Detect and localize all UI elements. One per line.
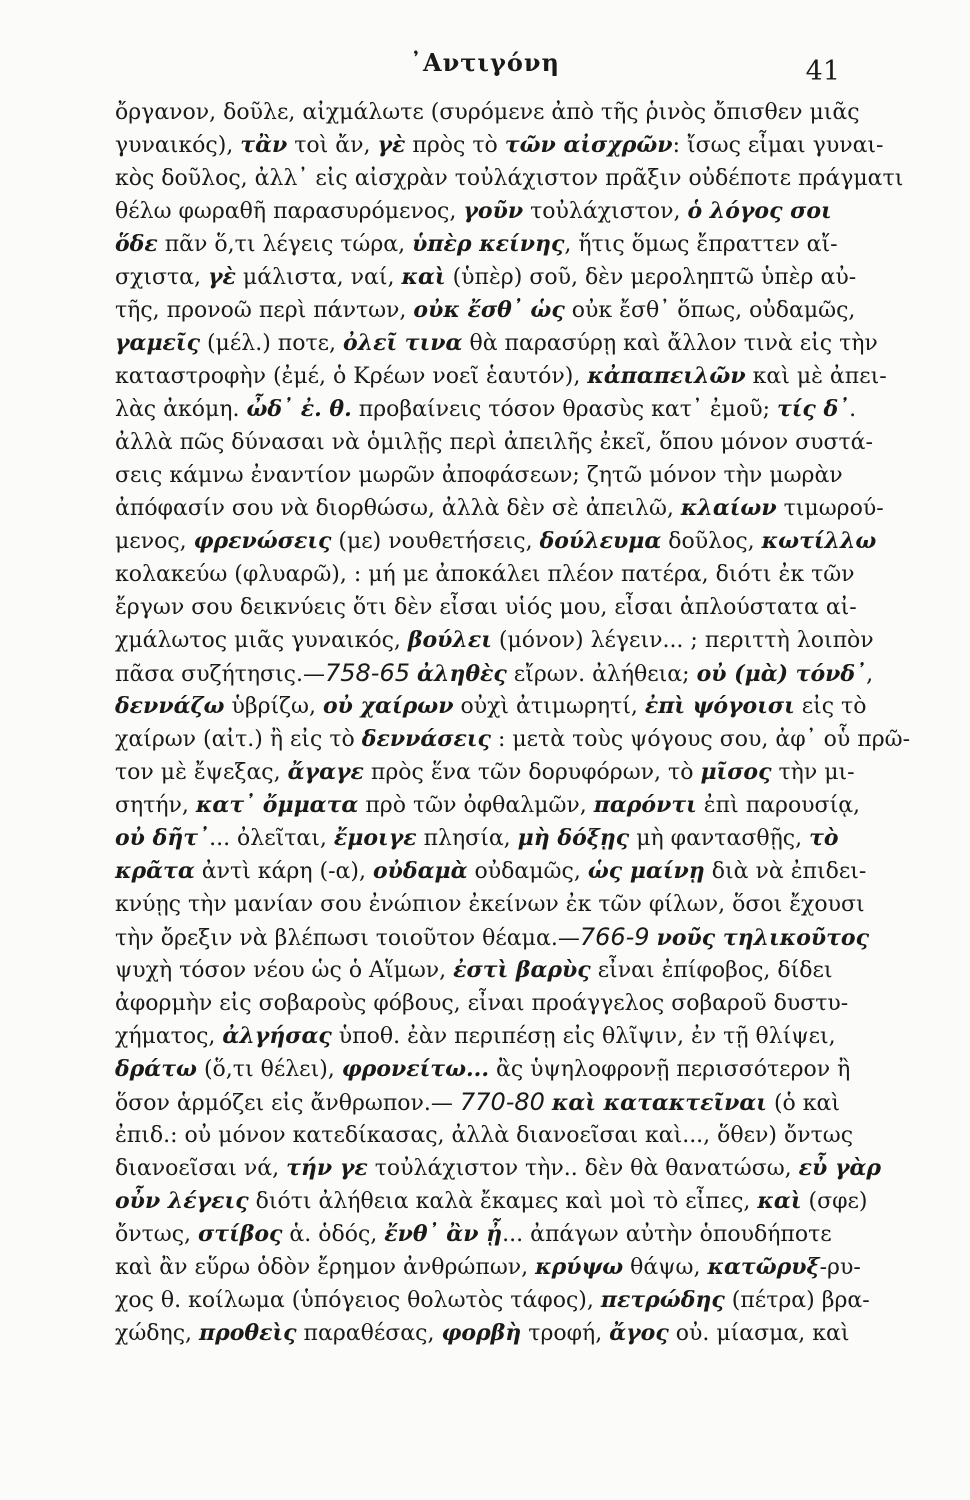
text-line [115,690,867,723]
lemma: καὶ [757,1188,802,1214]
gloss-text: πᾶν ὅ,τι λέγεις τώρα, [157,232,413,257]
gloss-text: ὑποθ. ἐὰν περιπέσῃ εἰς θλῖψιν, ἐν τῇ θλίψει, [331,1024,836,1049]
gloss-text: ἐπιδ.: οὐ μόνον κατεδίκασας, ἀλλὰ διανοεῖσαι καὶ..., ὅθεν) ὄντως [115,1123,854,1148]
gloss-text: ... ὀλεῖται, [209,826,334,851]
text-line [115,624,874,657]
gloss-text: , [866,662,874,687]
gloss-text: τὴν μι- [771,760,855,785]
text-line [115,789,861,822]
lemma: γαμεῖς [115,330,200,356]
lemma: βούλει [407,627,492,653]
gloss-text: (ὁ καὶ [766,1091,840,1116]
gloss-text: (αἰτ.) ἢ εἰς τὸ [196,727,362,752]
gloss-text: ὅσον ἁρμόζει εἰς ἄνθρωπον.— [115,1091,460,1116]
lemma: φρενώσεις [193,528,332,554]
gloss-text: χώδης, [115,1321,200,1346]
lemma: φορβὴ [441,1320,522,1346]
lemma: ὁ λόγος σοι [687,198,832,224]
commentary-text [115,96,911,1350]
verse-range: 770-80 [459,1088,545,1116]
text-line [115,327,878,360]
gloss-text [650,926,657,951]
gloss-text: τῆς, προνοῶ περὶ πάντων, [115,298,414,323]
lemma: δράτω [115,1056,197,1082]
gloss-text: (σφε) [801,1189,868,1214]
gloss-text: γυναικός), [115,133,241,158]
text-line [115,756,855,789]
lemma: τήν γε [286,1155,368,1181]
gloss-text: καταστροφὴν (ἐμέ, ὁ Κρέων νοεῖ ἑαυτόν), [115,364,588,389]
gloss-text: σχιστα, [115,265,209,290]
gloss-text: (μόνον) λέγειν... ; περιττὴ λοιπὸν [491,628,874,653]
text-line [115,1053,851,1086]
gloss-text: θέλω φωραθῆ παρασυρόμενος, [115,199,464,224]
lemma: προθεὶς [199,1320,297,1346]
text-line [115,360,887,393]
gloss-text: διότι ἀλήθεια καλὰ ἔκαμες καὶ μοὶ τὸ εἶπες, [248,1189,758,1214]
gloss-text: τὴν ὄρεξιν νὰ βλέπωσι τοιοῦτον θέαμα.— [115,926,580,951]
text-line [115,987,849,1020]
lemma: οὐδαμὰ [372,858,468,884]
lemma: δεννάσεις [361,726,491,752]
gloss-text: θάψω, [623,1255,708,1280]
lemma: ὡς μαίνῃ [587,858,705,884]
gloss-text: μὴ φαντασθῇς, [629,826,810,851]
gloss-text: ὄντως, [115,1222,199,1247]
text-line [115,1086,840,1119]
gloss-text: τοὶ ἄν, [287,133,378,158]
gloss-text: χος θ. κοίλωμα (ὑπόγειος θολωτὸς τάφος), [115,1288,601,1313]
text-line [115,426,873,459]
lemma: κατ᾽ ὄμματα [195,792,359,818]
lemma: δούλευμα [539,528,662,554]
lemma: κωτίλλω [761,528,877,554]
lemma: νοῦς τηλικοῦτος [656,925,870,951]
text-line [115,1218,832,1251]
gloss-text: θὰ παρασύρῃ καὶ ἄλλον τινὰ εἰς τὴν [462,331,878,356]
lemma: κἀπαπειλῶν [587,363,746,389]
gloss-text: σητήν, [115,793,196,818]
verse-range: 766-9 [579,923,650,951]
gloss-text: ὑβρίζω, [224,694,323,719]
lemma: ὦδ᾽ ἐ. θ. [246,396,352,422]
gloss-text: ἂς ὑψηλοφρονῇ περισσότερον ἢ [489,1057,851,1082]
lemma: γὲ [377,132,406,158]
gloss-text: πλησία, [416,826,518,851]
gloss-text: εἴρων. ἀλήθεια; [506,662,697,687]
text-line [115,228,838,261]
lemma: κατῶρυξ [707,1254,820,1280]
lemma: ὀλεῖ τινα [343,330,463,356]
lemma: παρόντι [593,792,697,818]
gloss-text: ἁ. ὁδός, [282,1222,385,1247]
gloss-text: ἀφορμὴν εἰς σοβαροὺς φόβους, εἶναι προάγγελος σοβαροῦ δυστυ- [115,991,849,1016]
gloss-text: εἶναι ἐπίφοβος, δίδει [590,958,833,983]
lemma: οὐ χαίρων [322,693,454,719]
lemma: ἀλγήσας [222,1023,332,1049]
text-line [115,459,843,492]
text-line [115,1251,861,1284]
text-line [115,1020,836,1053]
text-line [115,96,860,129]
lemma: ἀληθὲς [417,661,507,687]
lemma: μὴ δόξῃς [517,825,630,851]
text-line [115,822,839,855]
lemma: ἐπὶ ψόγοισι [644,693,795,719]
lemma: κλαίων [680,495,777,521]
lemma: ὑπὲρ κείνης [412,231,565,257]
lemma: τὸ [809,825,839,851]
text-line [115,921,870,954]
text-line [115,525,877,558]
text-line [115,723,911,756]
text-line [115,591,857,624]
gloss-text: τον μὲ ἔψεξας, [115,760,288,785]
gloss-text: ψυχὴ τόσον νέου ὡς ὁ Αἵμων, [115,958,454,983]
text-line [115,855,867,888]
gloss-text: καὶ ἂν εὕρω ὁδὸν ἔρημον ἀνθρώπων, [115,1255,536,1280]
text-line [115,1185,868,1218]
running-title: ᾽Αντιγόνη [410,48,560,77]
gloss-text: λὰς ἀκόμη. [115,397,247,422]
gloss-text: κὸς δοῦλος, ἀλλ᾽ εἰς αἰσχρὰν τοὐλάχιστον πρᾶξιν οὐδέποτε πράγματι [115,166,904,191]
lemma: οὐ (μὰ) τόνδ᾽ [696,661,867,687]
lemma: γοῦν [463,198,524,224]
gloss-text: πρὸ τῶν ὀφθαλμῶν, [358,793,594,818]
text-line [115,492,884,525]
text-line [115,195,832,228]
gloss-text: πᾶσα συζήτησις.— [115,662,325,687]
gloss-text: ὄργανον, δοῦλε, αἰχμάλωτε (συρόμενε ἀπὸ τῆς ῥινὸς ὄπισθεν μιᾶς [115,100,860,125]
gloss-text: κολακεύω (φλυαρῶ), : μή με ἀποκάλει πλέον πατέρα, διότι ἐκ τῶν [115,562,855,587]
gloss-text: χήματος, [115,1024,223,1049]
text-line [115,657,874,690]
gloss-text: εἰς τὸ [794,694,867,719]
lemma: μῖσος [700,759,772,785]
gloss-text: ἐπὶ παρουσίᾳ, [696,793,861,818]
gloss-text: : ἴσως εἶμαι γυναι- [672,133,884,158]
text-line [115,1119,854,1152]
lemma: τίς δ᾽ [776,396,850,422]
lemma: ἔνθ᾽ ἂν ᾖ [384,1221,503,1247]
gloss-text: μάλιστα, ναί, [235,265,402,290]
text-line [115,1284,870,1317]
lemma: οὖν λέγεις [115,1188,249,1214]
gloss-text: ἀντὶ κάρη (-α), [194,859,373,884]
lemma: εὖ γὰρ [798,1155,882,1181]
text-line [115,261,857,294]
gloss-text: προβαίνεις τόσον θρασὺς κατ᾽ ἐμοῦ; [351,397,777,422]
gloss-text: διανοεῖσαι νά, [115,1156,287,1181]
lemma: ἔμοιγε [333,825,417,851]
gloss-text: παραθέσας, [296,1321,442,1346]
lemma: ἄγαγε [287,759,364,785]
gloss-text: τοὐλάχιστον, [523,199,688,224]
gloss-text: (πέτρα) βρα- [724,1288,870,1313]
lemma: δεννάζω [115,693,225,719]
gloss-text: τιμωρού- [776,496,884,521]
lemma: καὶ [401,264,446,290]
text-line [115,129,884,162]
gloss-text: πρὸς ἕνα τῶν δορυφόρων, τὸ [363,760,701,785]
gloss-text: ἔργων σου δεικνύεις ὅτι δὲν εἶσαι υἱός μου, εἶσαι ἁπλούστατα αἰ- [115,595,857,620]
lemma: ὅδε [115,231,158,257]
gloss-text: δοῦλος, [661,529,762,554]
text-line [115,162,904,195]
gloss-text: (μέλ.) ποτε, [199,331,344,356]
lemma: γὲ [208,264,236,290]
gloss-text: (με) νουθετήσεις, [331,529,540,554]
lemma: τἂν [240,132,288,158]
lemma: ἄγος [609,1320,669,1346]
text-line [115,1317,850,1350]
page-number: 41 [805,56,840,87]
gloss-text: οὐκ ἔσθ᾽ ὅπως, οὐδαμῶς, [564,298,856,323]
lemma: οὐκ ἔσθ᾽ ὡς [413,297,565,323]
text-line [115,393,857,426]
gloss-text: (ὑπὲρ) σοῦ, δὲν μεροληπτῶ ὑπὲρ αὐ- [445,265,857,290]
gloss-text: τροφή, [521,1321,610,1346]
gloss-text: χμάλωτος μιᾶς γυναικός, [115,628,408,653]
gloss-text: -ρυ- [819,1255,861,1280]
text-line [115,1152,882,1185]
gloss-text: σεις κάμνω ἐναντίον μωρῶν ἀποφάσεων; ζητῶ μόνον τὴν μωρὰν [115,463,843,488]
lemma: πετρώδης [600,1287,725,1313]
lemma: στίβος [198,1221,283,1247]
gloss-text: οὐχὶ ἀτιμωρητί, [453,694,645,719]
page-header [0,48,970,88]
gloss-text: διὰ νὰ ἐπιδει- [704,859,867,884]
lemma: καὶ κατακτεῖναι [551,1090,767,1116]
lemma: τῶν αἰσχρῶν [504,132,673,158]
lemma: κρᾶτα [115,858,195,884]
gloss-text: χαίρων [115,727,197,752]
gloss-text [545,1091,552,1116]
gloss-text [410,662,417,687]
gloss-text: ... ἀπάγων αὐτὴν ὁπουδήποτε [502,1222,832,1247]
gloss-text: ἀλλὰ πῶς δύνασαι νὰ ὁμιλῇς περὶ ἀπειλῆς ἐκεῖ, ὅπου μόνον συστά- [115,430,873,455]
gloss-text: μενος, [115,529,194,554]
gloss-text: ἀπόφασίν σου νὰ διορθώσω, ἀλλὰ δὲν σὲ ἀπειλῶ, [115,496,681,521]
lemma: οὐ δῆτ᾽ [115,825,210,851]
gloss-text: , ἥτις ὅμως ἔπραττεν αἴ- [564,232,838,257]
verse-range: 758-65 [325,659,411,687]
lemma: ἐστὶ βαρὺς [453,957,591,983]
text-line [115,954,833,987]
text-line [115,558,855,591]
gloss-text: (ὅ,τι θέλει), [196,1057,342,1082]
gloss-text: καὶ μὲ ἀπει- [745,364,887,389]
gloss-text: οὐ. μίασμα, καὶ [668,1321,850,1346]
gloss-text: πρὸς τὸ [405,133,505,158]
text-line [115,888,865,921]
gloss-text: οὐδαμῶς, [467,859,588,884]
gloss-text: . [849,397,857,422]
lemma: κρύψω [535,1254,624,1280]
gloss-text: κνύῃς τὴν μανίαν σου ἐνώπιον ἐκείνων ἐκ τῶν φίλων, ὅσοι ἔχουσι [115,892,865,917]
gloss-text: : μετὰ τοὺς ψόγους σου, ἀφ᾽ οὗ πρῶ- [490,727,911,752]
text-line [115,294,856,327]
gloss-text: τοὐλάχιστον τὴν.. δὲν θὰ θανατώσω, [367,1156,799,1181]
lemma: φρονείτω... [341,1056,490,1082]
